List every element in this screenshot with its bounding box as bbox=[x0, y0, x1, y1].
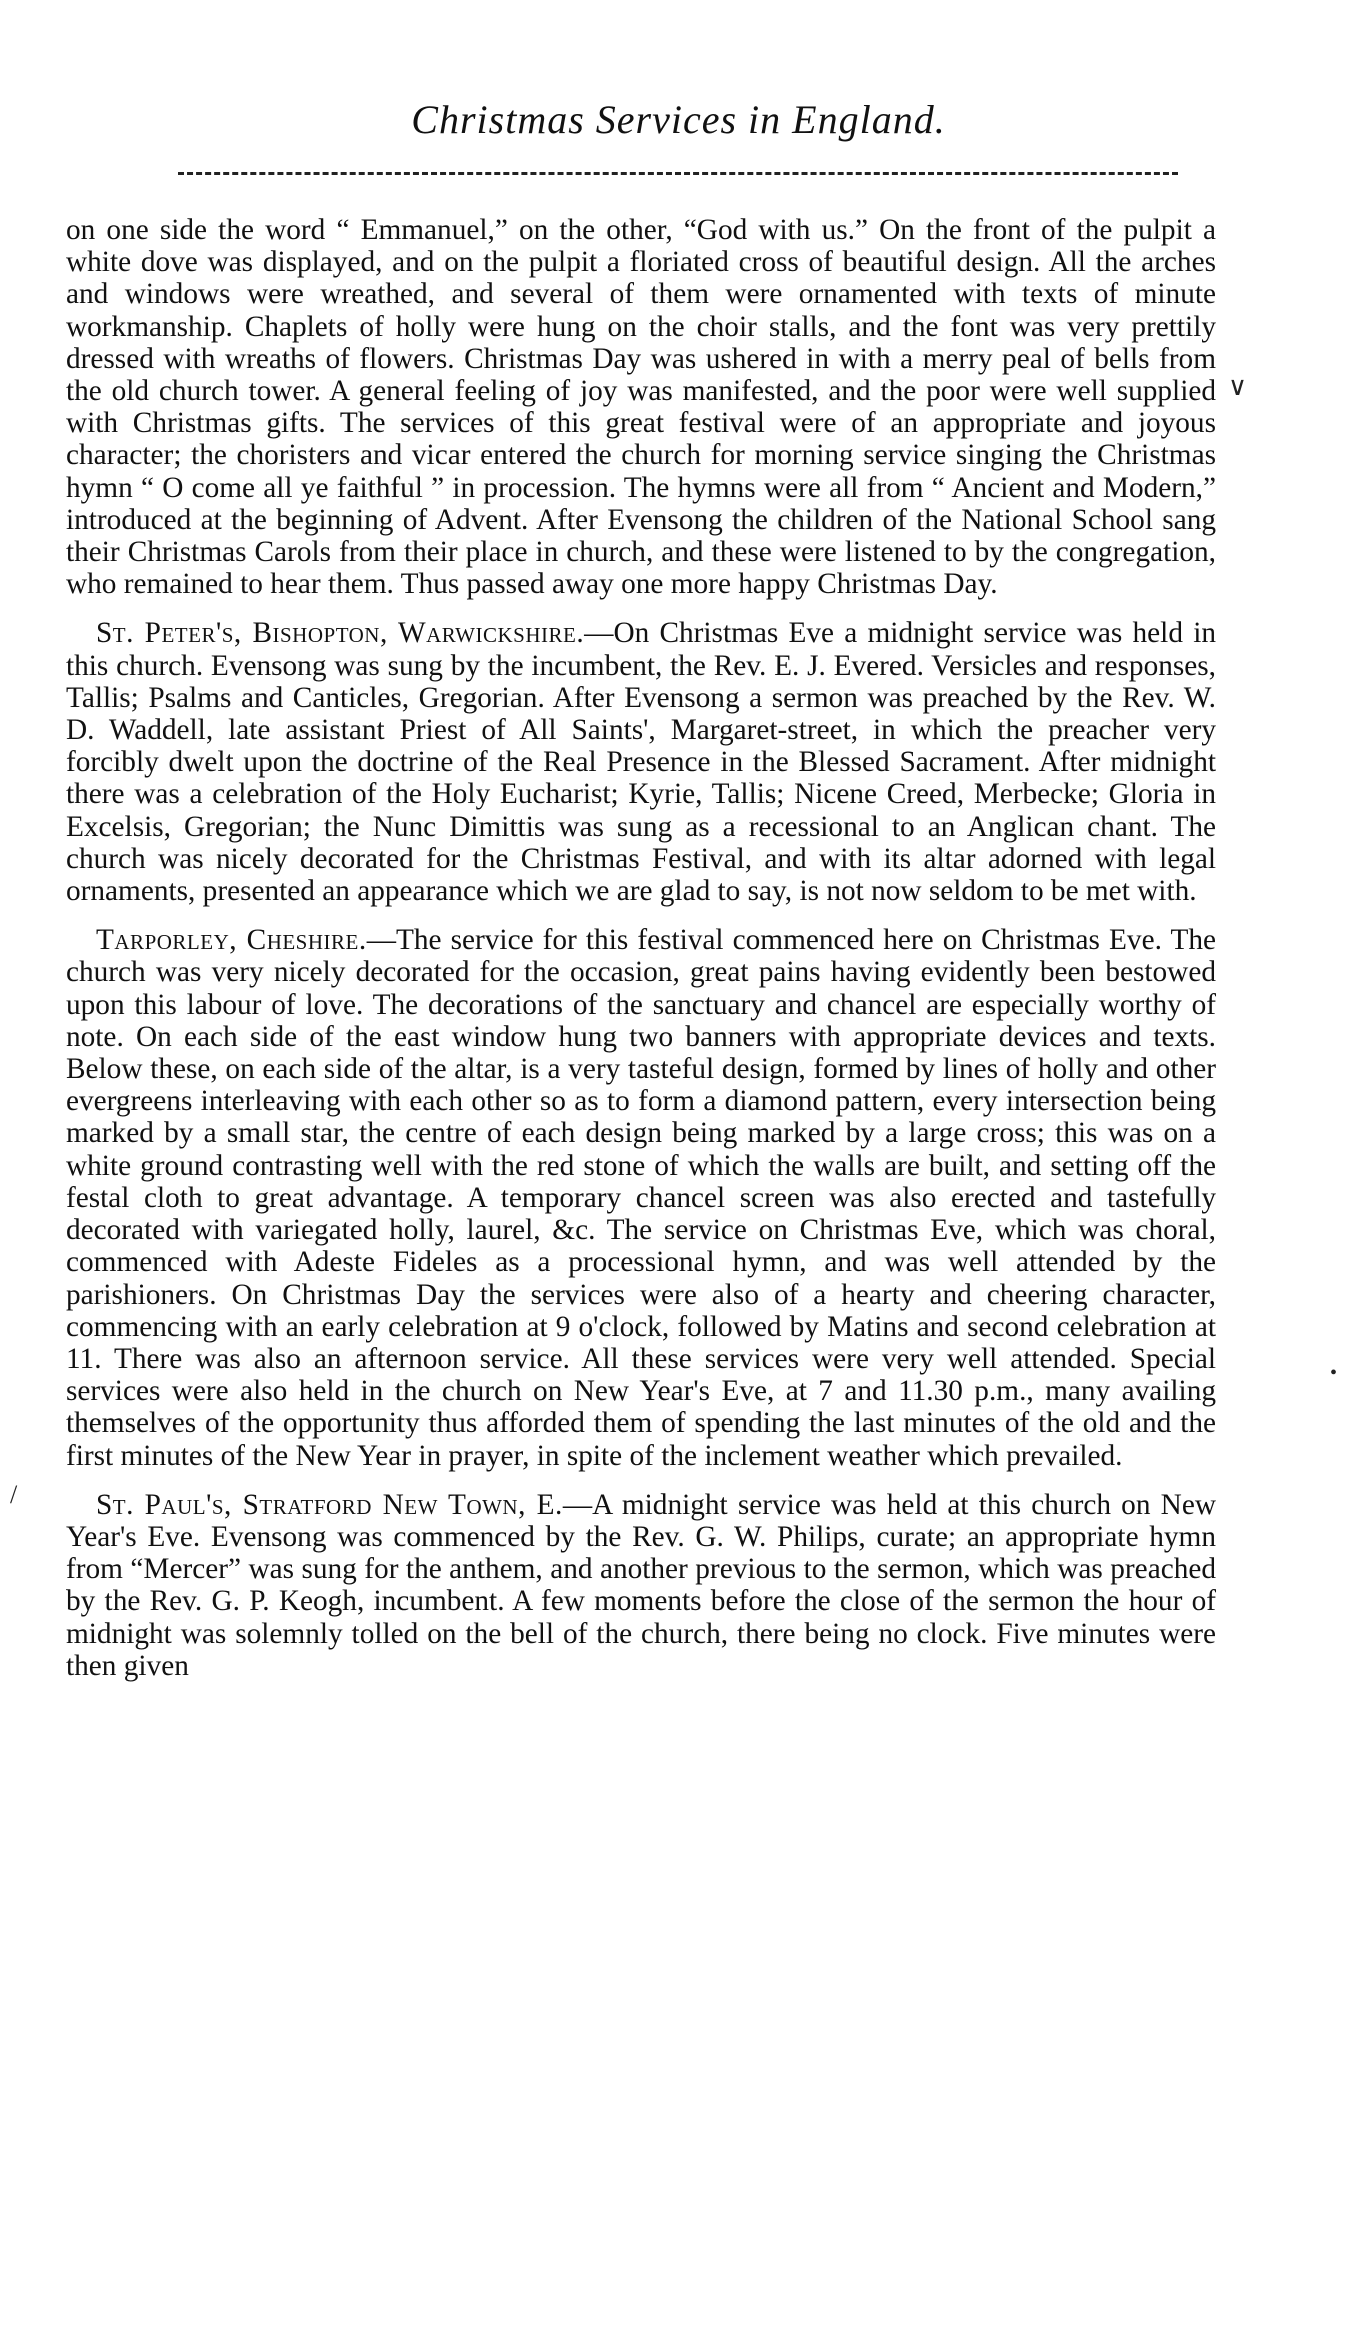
paragraph-continued bbox=[66, 214, 1216, 600]
paragraph-bishopton bbox=[66, 617, 1216, 907]
scan-speck: / bbox=[10, 1480, 18, 1509]
paragraph-text: —On Christmas Eve a midnight service was held in this church. Evensong was sung by the incumbent, the Rev. E. J. Evered. Versicles and responses, Tallis; Psalms and Canticles, Gregorian. After Evensong a sermon was preached by the Rev. W. D. Waddell, late assistant Priest of All Saints', Margaret-street, in which the preacher very forcibly dwelt upon the doctrine of the Real Presence in the Blessed Sacrament. After midnight there was a celebration of the Holy Eucharist; Kyrie, Tallis; Nicene Creed, Merbecke; Gloria in Excelsis, Gregorian; the Nunc Dimittis was sung as a recessional to an Anglican chant. The church was nicely decorated for the Christmas Festival, and with its altar adorned with legal ornaments, presented an appearance which we are glad to say, is not now seldom to be met with. bbox=[66, 617, 1216, 908]
place-heading: St. Peter's, Bishopton, Warwickshire. bbox=[96, 617, 585, 650]
paragraph-text: —A midnight service was held at this church on New Year's Eve. Evensong was commenced by the Rev. G. W. Philips, curate; an appropriate hymn from “Mercer” was sung for the anthem, and another previous to the sermon, which was preached by the Rev. G. P. Keogh, incumbent. A few moments before the close of the sermon the hour of midnight was solemnly tolled on the bell of the church, there being no clock. Five minutes were then given bbox=[66, 1488, 1216, 1682]
paragraph-tarporley bbox=[66, 924, 1216, 1471]
article-body bbox=[66, 214, 1216, 1699]
scan-speck: • bbox=[1330, 1362, 1338, 1384]
place-heading: St. Paul's, Stratford New Town, E. bbox=[96, 1488, 563, 1521]
paragraph-stratford bbox=[66, 1489, 1216, 1682]
place-heading: Tarporley, Cheshire. bbox=[96, 924, 367, 957]
paragraph-text: —The service for this festival commenced here on Christmas Eve. The church was very nicely decorated for the occasion, great pains having evidently been bestowed upon this labour of love. The decorations of the sanctuary and chancel are especially worthy of note. On each side of the east window hung two banners with appropriate devices and texts. Below these, on each side of the altar, is a very tasteful design, formed by lines of holly and other evergreens interleaving with each other so as to form a diamond pattern, every intersection being marked by a small star, the centre of each design being marked by a large cross; this was on a white ground contrasting well with the red stone of which the walls are built, and setting off the festal cloth to great advantage. A temporary chancel screen was also erected and tastefully decorated with variegated holly, laurel, &c. The service on Christmas Eve, which was choral, commenced with Adeste Fideles as a processional hymn, and was well attended by the parishioners. On Christmas Day the services were also of a hearty and cheering character, commencing with an early celebration at 9 o'clock, followed by Matins and second celebration at 11. There was also an afternoon service. All these services were very well attended. Special services were also held in the church on New Year's Eve, at 7 and 11.30 p.m., many availing themselves of the opportunity thus afforded them of spending the last minutes of the old and the first minutes of the New Year in prayer, in spite of the inclement weather which prevailed. bbox=[66, 924, 1217, 1472]
paragraph-text: on one side the word “ Emmanuel,” on the other, “God with us.” On the front of the pulpit a white dove was displayed, and on the pulpit a floriated cross of beautiful design. All the arches and windows were wreathed, and several of them were ornamented with texts of minute workmanship. Chaplets of holly were hung on the choir stalls, and the font was very prettily dressed with wreaths of flowers. Christmas Day was ushered in with a merry peal of bells from the old church tower. A general feeling of joy was manifested, and the poor were well supplied with Christmas gifts. The services of this great festival were of an appropriate and joyous character; the choristers and vicar entered the church for morning service singing the Christmas hymn “ O come all ye faithful ” in procession. The hymns were all from “ Ancient and Modern,” introduced at the beginning of Advent. After Evensong the children of the National School sang their Christmas Carols from their place in church, and these were listened to by the congregation, who remained to hear them. Thus passed away one more happy Christmas Day. bbox=[66, 214, 1216, 601]
running-head: Christmas Services in England. bbox=[411, 97, 946, 142]
scan-speck: ∨ bbox=[1228, 372, 1248, 401]
header-rule bbox=[178, 172, 1178, 175]
